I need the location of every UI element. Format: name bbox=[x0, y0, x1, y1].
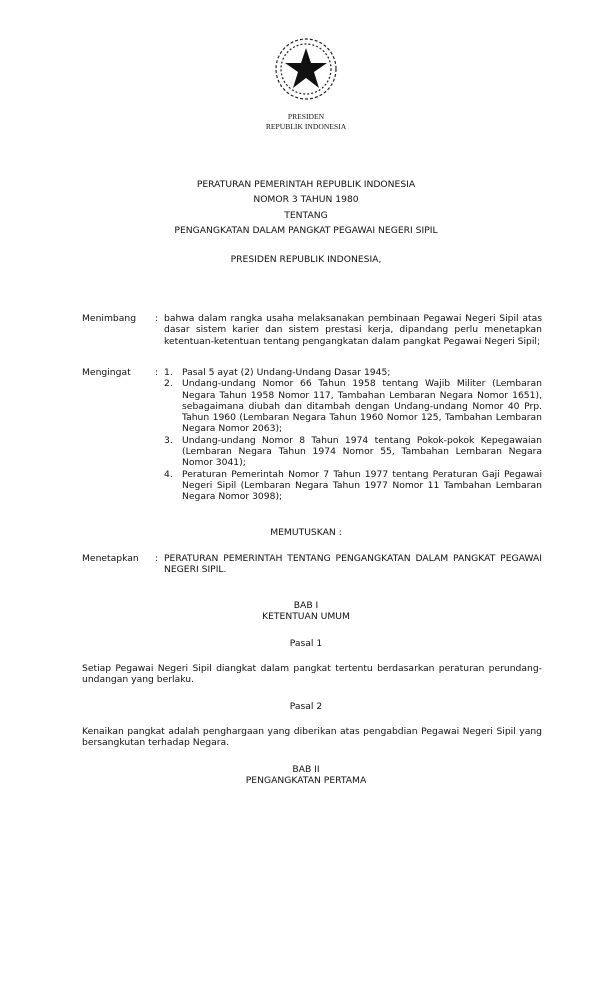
item-number: 4. bbox=[164, 468, 173, 480]
regulation-title bbox=[0, 177, 612, 238]
pasal1-heading: Pasal 1 bbox=[289, 638, 323, 649]
pasal2-text: Kenaikan pangkat adalah penghargaan yang diberikan atas pengabdian Pegawai Negeri Sipil yang bersangkutan terhadap Negara. bbox=[82, 726, 542, 749]
president-heading: PRESIDEN REPUBLIK INDONESIA, bbox=[230, 254, 382, 265]
chapter-title: PENGANGKATAN PERTAMA bbox=[245, 775, 367, 787]
list-item bbox=[164, 435, 542, 469]
title-number: NOMOR 3 TAHUN 1980 bbox=[253, 194, 359, 206]
menetapkan-section bbox=[82, 553, 542, 576]
chapter-number: BAB I bbox=[293, 600, 319, 611]
bab1-heading bbox=[0, 600, 612, 623]
menetapkan-text: PERATURAN PEMERINTAH TENTANG PENGANGKATAN DALAM PANGKAT PEGAWAI NEGERI SIPIL. bbox=[164, 553, 542, 576]
memutuskan-heading: MEMUTUSKAN : bbox=[270, 527, 342, 538]
item-text: Pasal 5 ayat (2) Undang-Undang Dasar 1945; bbox=[182, 367, 391, 378]
letterhead-text bbox=[0, 112, 612, 132]
item-number: 3. bbox=[164, 434, 173, 446]
pasal1-text: Setiap Pegawai Negeri Sipil diangkat dalam pangkat tertentu berdasarkan peraturan perundang-undangan yang berlaku. bbox=[82, 663, 542, 686]
letterhead-line1: PRESIDEN bbox=[287, 112, 325, 121]
item-text: Undang-undang Nomor 66 Tahun 1958 tentang Wajib Militer (Lembaran Negara Tahun 1958 Nomor 117, Tambahan Lembaran Negara Nomor 1651), sebagaimana diubah dan ditambah dengan Undang-undang Nomor 40 Prp. Tahun 1960 (Lembaran Negara Tahun 1960 Nomor 125, Tambahan Lembaran Negara Nomor 2063); bbox=[182, 378, 542, 435]
letterhead-line2: REPUBLIK INDONESIA bbox=[265, 122, 347, 131]
chapter-title: KETENTUAN UMUM bbox=[262, 611, 350, 623]
menetapkan-label: Menetapkan bbox=[82, 553, 139, 564]
menimbang-label: Menimbang bbox=[82, 313, 137, 324]
list-item bbox=[164, 469, 542, 503]
menimbang-text: bahwa dalam rangka usaha melaksanakan pembinaan Pegawai Negeri Sipil atas dasar sistem karier dan sistem prestasi kerja, dipandang perlu menetapkan ketentuan-ketentuan tentang pengangkatan dalam pangkat Pegawai Negeri Sipil; bbox=[164, 313, 542, 347]
item-text: Undang-undang Nomor 8 Tahun 1974 tentang Pokok-pokok Kepegawaian (Lembaran Negara Tahun 1974 Nomor 55, Tambahan Lembaran Negara Nomor 3041); bbox=[182, 434, 542, 469]
item-text: Peraturan Pemerintah Nomor 7 Tahun 1977 tentang Peraturan Gaji Pegawai Negeri Sipil (Lembaran Negara Tahun 1977 Nomor 11 Tambahan Lembaran Negara Nomor 3098); bbox=[182, 468, 542, 503]
bab2-heading bbox=[0, 764, 612, 787]
pasal2-heading: Pasal 2 bbox=[289, 701, 323, 712]
chapter-number: BAB II bbox=[292, 764, 320, 775]
mengingat-section bbox=[82, 367, 542, 503]
item-number: 1. bbox=[164, 367, 173, 378]
title-line: PERATURAN PEMERINTAH REPUBLIK INDONESIA bbox=[196, 179, 416, 190]
item-number: 2. bbox=[164, 378, 173, 390]
colon: : bbox=[155, 313, 159, 324]
colon: : bbox=[155, 553, 159, 564]
menimbang-section bbox=[82, 313, 542, 347]
mengingat-label: Mengingat bbox=[82, 367, 131, 378]
list-item bbox=[164, 367, 542, 378]
list-item bbox=[164, 378, 542, 434]
colon: : bbox=[155, 367, 159, 378]
presidential-seal-emblem bbox=[262, 33, 350, 107]
title-tentang: TENTANG bbox=[284, 209, 328, 221]
title-subject: PENGANGKATAN DALAM PANGKAT PEGAWAI NEGERI SIPIL bbox=[174, 224, 438, 236]
